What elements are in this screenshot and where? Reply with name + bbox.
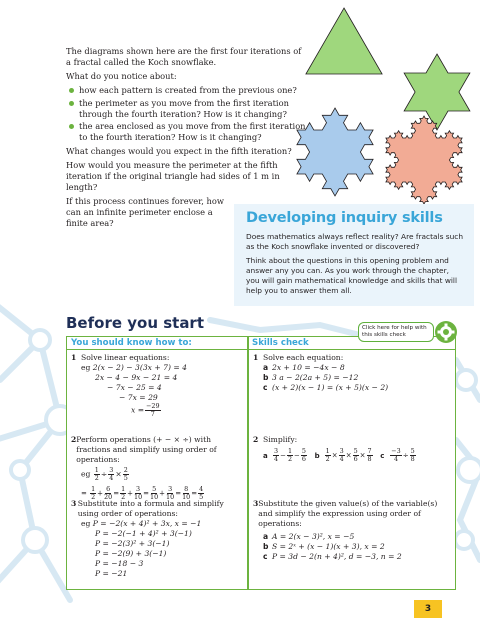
right-item-2: 2 Simplify: a $\frac{3}{4}$ − $\frac{1}{2}$ − $\frac{5}{6}$ b $\frac{1}{2}$ × $\frac{3}{4}$ × $\frac{5}{6}$ × $\frac{7}{8}$ c $\frac{-3}{4}$ ÷ $\frac{5}{8}$ <box>253 435 415 463</box>
help-link[interactable]: Click here for help with this skills check <box>358 322 434 342</box>
intro-paragraph: If this process continues forever, how can an infinite perimeter enclose a finite area? <box>66 195 224 228</box>
koch-iteration-1 <box>306 8 382 74</box>
page-number: 3 <box>414 600 442 618</box>
inquiry-title: Developing inquiry skills <box>246 210 443 226</box>
koch-iteration-4 <box>386 116 462 204</box>
bullet-item: how each pattern is created from the previous one? <box>66 85 306 96</box>
inquiry-paragraph: Does mathematics always reflect reality? Are fractals such as the Koch snowflake invented or discovered? <box>246 232 464 251</box>
inquiry-paragraph: Think about the questions in this opening problem and answer any you can. As you work through the chapter, you will gain mathematical knowledge and skills that will help you to answer them all. <box>246 256 458 295</box>
left-item-1: 1 Solve linear equations: eg 2(x − 2) − 3(3x + 7) = 4 2x − 4 − 9x − 21 = 4 − 7x − 25 = 4 − 7x = 29 x = $\frac{-29}{7}$ <box>71 353 187 418</box>
intro-paragraph: How would you measure the perimeter at the fifth iteration if the original triangle had sides of 1 m in length? <box>66 160 280 192</box>
koch-iteration-3 <box>297 108 373 196</box>
inquiry-panel <box>246 210 464 300</box>
right-item-3: 3 Substitute the given value(s) of the variable(s) and simplify the expression using order of operations: a A = 2(x − 3)², x = −5 b S = 2ˣ + (x − 1)(x + 3), x = 2 c P = 3d − 2(n + 4)², d = −3, n = 2 <box>253 499 438 561</box>
intro-bullets <box>66 85 306 144</box>
section-title: Before you start <box>66 314 205 332</box>
bullet-item: the perimeter as you move from the first iteration through the fourth iteration? How is it changing? <box>66 98 306 120</box>
table-divider <box>247 337 249 589</box>
intro-paragraph: The diagrams shown here are the first four iterations of a fractal called the Koch snowflake. <box>66 46 302 67</box>
bullet-dot-icon <box>69 101 74 106</box>
left-item-2: 2 Perform operations (+ − × ÷) with fractions and simplify using order of operations: eg $\frac{1}{2}$ ÷ $\frac{3}{4}$ × $\frac{2}{5}$ = $\frac{1}{2}$ + $\frac{6}{20}$ = $\frac{1}{2}$ + $\frac{3}{10}$ = $\frac{5}{10}$ + $\frac{3}{10}$ = $\frac{8}{10}$ = $\frac{4}{5}$ <box>71 435 217 501</box>
bullet-item: the area enclosed as you move from the first iteration to the fourth iteration? How is it changing? <box>66 121 306 143</box>
fraction: $\frac{-29}{7}$ <box>146 402 160 418</box>
right-column-header: Skills check <box>248 337 455 350</box>
intro-text <box>66 46 306 232</box>
left-column-header: You should know how to: <box>67 337 247 350</box>
gear-icon[interactable] <box>434 320 458 344</box>
right-item-1: 1 Solve each equation: a 2x + 10 = −4x − 8 b 3 a − 2(2a + 5) = −12 c (x + 2)(x − 1) = (x + 5)(x − 2) <box>253 353 389 392</box>
bullet-dot-icon <box>69 88 74 93</box>
koch-iteration-2 <box>404 54 470 130</box>
skills-table <box>66 336 456 590</box>
intro-paragraph: What changes would you expect in the fifth iteration? <box>66 146 292 157</box>
left-item-3: 3 Substitute into a formula and simplify using order of operations: eg P = −2(x + 4)² + 3x, x = −1 P = −2(−1 + 4)² + 3(−1) P = −2(3)² + 3(−1) P = −2(9) + 3(−1) P = −18 − 3 P = −21 <box>71 499 224 578</box>
intro-question: What do you notice about: <box>66 70 177 81</box>
bullet-dot-icon <box>69 124 74 129</box>
